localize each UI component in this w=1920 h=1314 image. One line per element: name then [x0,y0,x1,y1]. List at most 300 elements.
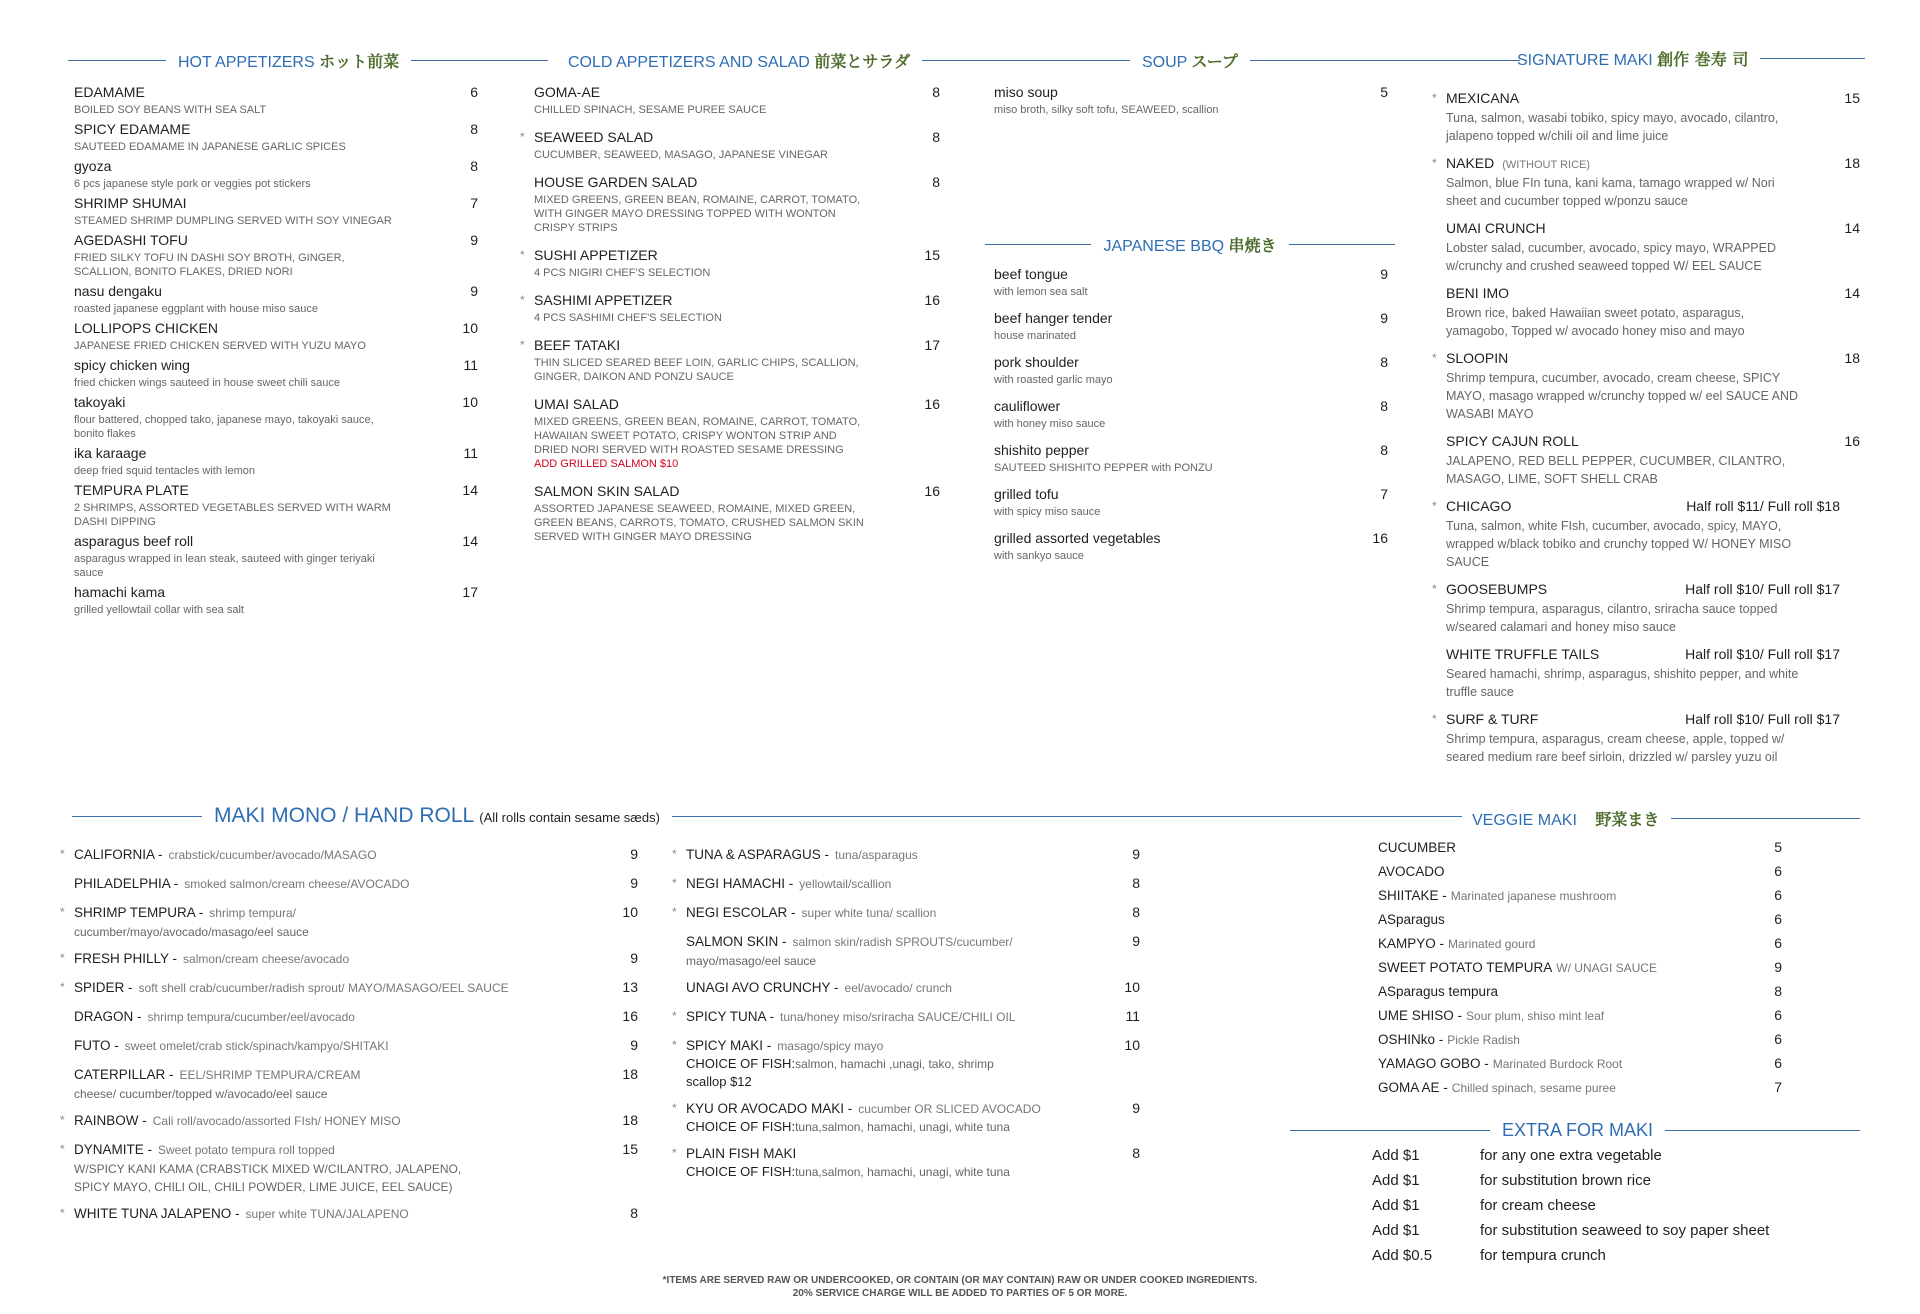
extra-description: for tempura crunch [1480,1247,1606,1264]
roll-price: 6 [1774,911,1782,927]
roll-price: 13 [622,979,638,995]
fish-choice [686,1118,1200,1136]
item-description: asparagus wrapped in lean steak, sauteed with ginger teriyaki sauce [74,553,375,579]
item-name: pork shoulder [994,354,1079,370]
section-title: JAPANESE BBQ [1103,237,1225,255]
item-price: 16 [1372,530,1388,546]
roll-name: SPICY TUNA - [686,1009,775,1024]
extra-price: Add $1 [1372,1222,1420,1239]
divider [1250,60,1520,61]
roll-price: 10 [1124,979,1140,995]
section-title: SIGNATURE MAKI [1517,51,1653,69]
bbq-list [988,266,1388,574]
section-subtitle: (All rolls contain sesame sæds) [479,810,660,825]
extra-price: Add $1 [1372,1172,1420,1189]
signature-roll [1432,581,1860,636]
item-price: 9 [470,232,478,248]
roll-name: CHICAGO [1446,498,1512,514]
signature-roll [1432,90,1860,145]
item-name: HOUSE GARDEN SALAD [534,174,698,190]
roll-ingredients: Marinated Burdock Root [1492,1057,1623,1071]
roll-ingredients: super white TUNA/JALAPENO [245,1207,409,1221]
menu-item [988,442,1388,475]
divider [922,60,1130,61]
item-description: with honey miso sauce [994,418,1106,430]
item-price: 11 [463,357,478,373]
signature-maki-heading [1505,44,1865,72]
maki-roll [68,875,638,895]
veggie-roll [1372,1055,1782,1079]
roll-price: 9 [630,950,638,966]
section-title: EXTRA FOR MAKI [1502,1119,1654,1140]
raw-indicator: * [60,1142,65,1156]
roll-extra: scallop $12 [686,1074,752,1089]
menu-footer [560,1274,1360,1300]
item-name: spicy chicken wing [74,357,190,373]
menu-item [988,398,1388,431]
roll-price: 11 [1125,1008,1140,1024]
maki-roll [68,1037,638,1057]
item-price: 8 [1380,398,1388,414]
veggie-roll [1372,1079,1782,1103]
roll-price: 9 [630,875,638,891]
signature-roll [1440,285,1860,340]
roll-description: Brown rice, baked Hawaiian sweet potato, asparagus, yamagobo, Topped w/ avocado honey miso and mayo [1446,306,1745,338]
extra-option [1372,1143,1852,1168]
item-price: 8 [470,158,478,174]
raw-indicator: * [1432,156,1437,170]
divider [1289,244,1395,245]
roll-price: 18 [622,1112,638,1128]
maki-roll [672,904,1200,924]
roll-price: 9 [1132,1100,1140,1116]
roll-name: SPICY CAJUN ROLL [1446,433,1579,449]
maki-roll [680,933,1200,970]
extra-description: for cream cheese [1480,1197,1596,1214]
roll-name: DRAGON - [74,1009,142,1024]
roll-name: NEGI HAMACHI - [686,876,794,891]
item-price: 8 [932,129,940,145]
item-name: SHRIMP SHUMAI [74,195,187,211]
section-title-jp: ホット前菜 [319,51,400,71]
raw-indicator: * [1432,712,1437,726]
item-description: fried chicken wings sauteed in house sweet chili sauce [74,377,340,389]
roll-description-cont: mayo/masago/eel sauce [686,954,817,968]
divider [1760,58,1865,59]
roll-price: 15 [1844,90,1860,106]
roll-name: DYNAMITE - [74,1142,153,1157]
item-description: grilled yellowtail collar with sea salt [74,604,244,616]
item-price: 8 [470,121,478,137]
roll-name: NAKED [1446,155,1495,171]
veggie-maki-list [1372,839,1782,1103]
roll-name: RAINBOW - [74,1113,147,1128]
item-name: SEAWEED SALAD [534,129,654,145]
roll-ingredients: Chilled spinach, sesame puree [1451,1081,1616,1095]
roll-ingredients: shrimp tempura/ [209,906,296,920]
item-price: 16 [924,292,940,308]
roll-ingredients: Marinated japanese mushroom [1450,889,1617,903]
maki-roll [672,1100,1200,1136]
soup-list [988,84,1388,127]
raw-indicator: * [672,1009,677,1023]
divider [411,60,548,61]
roll-description: Lobster salad, cucumber, avocado, spicy mayo, WRAPPED w/crunchy and crushed seaweed topped W/ EEL SAUCE [1446,241,1777,273]
section-title: SOUP [1142,53,1188,71]
roll-price: 14 [1844,220,1860,236]
item-description: MIXED GREENS, GREEN BEAN, ROMAINE, CARROT, TOMATO, WITH GINGER MAYO DRESSING TOPPED WITH WONTON CRISPY STRIPS [534,194,861,234]
roll-ingredients: salmon/cream cheese/avocado [183,952,350,966]
roll-name: SHRIMP TEMPURA - [74,905,204,920]
roll-name: FUTO - [74,1038,119,1053]
roll-ingredients: super white tuna/ scallion [801,906,937,920]
extra-option [1372,1193,1852,1218]
hot-appetizers-heading [68,46,548,74]
menu-item [528,483,940,544]
roll-ingredients: cucumber OR SLICED AVOCADO [858,1102,1041,1116]
item-name: cauliflower [994,398,1061,414]
roll-ingredients: salmon skin/radish SPROUTS/cucumber/ [792,935,1013,949]
section-title-jp: 創作 巻寿 司 [1657,49,1749,69]
item-price: 8 [932,84,940,100]
item-price: 17 [924,337,940,353]
item-description: FRIED SILKY TOFU IN DASHI SOY BROTH, GINGER, SCALLION, BONITO FLAKES, DRIED NORI [74,252,345,278]
menu-item [68,158,478,191]
raw-indicator: * [1432,582,1437,596]
divider [72,816,202,817]
roll-price: 18 [1844,155,1860,171]
divider [1290,1130,1490,1131]
item-name: AGEDASHI TOFU [74,232,188,248]
roll-name: SWEET POTATO TEMPURA [1378,960,1553,975]
cold-appetizers-list [520,84,940,556]
raw-food-disclaimer: *ITEMS ARE SERVED RAW OR UNDERCOOKED, OR CONTAIN (OR MAY CONTAIN) RAW OR UNDER COOKED INGREDIENTS. [662,1275,1258,1286]
roll-name: KYU OR AVOCADO MAKI - [686,1101,853,1116]
item-price: 14 [462,533,478,549]
raw-indicator: * [60,1206,65,1220]
raw-indicator: * [520,248,525,262]
item-description: with sankyo sauce [994,550,1084,562]
roll-price: 18 [622,1066,638,1082]
roll-ingredients: Cali roll/avocado/assorted FIsh/ HONEY MISO [152,1114,401,1128]
item-price: 10 [462,320,478,336]
roll-price-half-full: Half roll $11/ Full roll $18 [1686,498,1840,514]
item-name: gyoza [74,158,112,174]
roll-price: 9 [630,846,638,862]
item-description: flour battered, chopped tako, japanese mayo, takoyaki sauce, bonito flakes [74,414,374,440]
raw-indicator: * [60,847,65,861]
raw-indicator: * [60,951,65,965]
menu-item [68,320,478,353]
maki-roll [68,1008,638,1028]
menu-item [68,584,478,617]
item-description: with lemon sea salt [994,286,1088,298]
raw-indicator: * [672,1101,677,1115]
item-description: roasted japanese eggplant with house miso sauce [74,303,318,315]
item-name: nasu dengaku [74,283,162,299]
veggie-maki-heading [1460,804,1860,832]
maki-right-list [672,846,1200,1190]
roll-price: 8 [1774,983,1782,999]
item-price: 14 [462,482,478,498]
divider [1671,818,1860,819]
maki-roll [68,1066,638,1103]
roll-price: 18 [1844,350,1860,366]
signature-roll [1440,433,1860,488]
item-price: 8 [1380,442,1388,458]
roll-description-cont: cheese/ cucumber/topped w/avocado/eel sauce [74,1087,328,1101]
roll-ingredients: sweet omelet/crab stick/spinach/kampyo/SHITAKI [124,1039,389,1053]
maki-mono-heading [72,802,1462,830]
item-price: 9 [1380,310,1388,326]
roll-name: WHITE TUNA JALAPENO - [74,1206,240,1221]
section-title-jp: 串焼き [1228,235,1277,255]
fish-choice-options: salmon, hamachi ,unagi, tako, shrimp [795,1057,994,1071]
roll-price: 6 [1774,1055,1782,1071]
raw-indicator: * [672,905,677,919]
item-name: hamachi kama [74,584,166,600]
raw-indicator: * [1432,91,1437,105]
item-name: takoyaki [74,394,126,410]
maki-roll [672,1037,1200,1091]
item-price: 9 [1380,266,1388,282]
extra-option [1372,1168,1852,1193]
roll-ingredients: soft shell crab/cucumber/radish sprout/ MAYO/MASAGO/EEL SAUCE [138,981,509,995]
maki-roll [60,1112,638,1132]
signature-roll [1432,498,1860,571]
divider [985,244,1091,245]
item-description: JAPANESE FRIED CHICKEN SERVED WITH YUZU MAYO [74,340,366,352]
item-name: LOLLIPOPS CHICKEN [74,320,218,336]
item-description: 2 SHRIMPS, ASSORTED VEGETABLES SERVED WITH WARM DASHI DIPPING [74,502,391,528]
item-description: STEAMED SHRIMP DUMPLING SERVED WITH SOY VINEGAR [74,215,392,227]
menu-item [68,394,478,441]
roll-ingredients: W/ UNAGI SAUCE [1556,961,1657,975]
roll-ingredients: yellowtail/scallion [799,877,892,891]
roll-name: CALIFORNIA - [74,847,163,862]
item-description: THIN SLICED SEARED BEEF LOIN, GARLIC CHIPS, SCALLION, GINGER, DAIKON AND PONZU SAUCE [534,357,859,383]
roll-name: SPIDER - [74,980,133,995]
menu-item [68,121,478,154]
maki-roll [60,1205,638,1225]
roll-name: GOOSEBUMPS [1446,581,1548,597]
roll-description-cont: cucumber/mayo/avocado/masago/eel sauce [74,925,309,939]
roll-ingredients: masago/spicy mayo [777,1039,884,1053]
roll-name: UME SHISO - [1378,1008,1463,1023]
roll-price-half-full: Half roll $10/ Full roll $17 [1685,581,1840,597]
item-addon: ADD GRILLED SALMON $10 [534,458,679,470]
roll-ingredients: smoked salmon/cream cheese/AVOCADO [184,877,410,891]
item-description: SAUTEED SHISHITO PEPPER with PONZU [994,462,1213,474]
roll-name: GOMA AE - [1378,1080,1448,1095]
extra-maki-list [1372,1143,1852,1268]
raw-indicator: * [672,847,677,861]
item-price: 9 [470,283,478,299]
roll-price: 14 [1844,285,1860,301]
service-charge-note: 20% SERVICE CHARGE WILL BE ADDED TO PARTIES OF 5 OR MORE. [792,1288,1128,1299]
roll-price: 10 [1124,1037,1140,1053]
item-name: asparagus beef roll [74,533,194,549]
menu-item [988,530,1388,563]
extra-description: for substitution brown rice [1480,1172,1651,1189]
divider [1665,1130,1860,1131]
item-price: 8 [932,174,940,190]
item-description: ASSORTED JAPANESE SEAWEED, ROMAINE, MIXED GREEN, GREEN BEANS, CARROTS, TOMATO, CRUSHED SALMON SKIN SERVED WITH GINGER MAYO DRESSING [534,503,864,543]
signature-roll [1440,646,1860,701]
roll-price: 8 [1132,875,1140,891]
roll-price: 10 [622,904,638,920]
veggie-roll [1372,1031,1782,1055]
item-price: 6 [470,84,478,100]
divider [672,816,1462,817]
roll-name: PHILADELPHIA - [74,876,179,891]
roll-ingredients: Pickle Radish [1447,1033,1520,1047]
roll-name: SLOOPIN [1446,350,1509,366]
item-name: grilled tofu [994,486,1059,502]
roll-price: 6 [1774,1007,1782,1023]
item-name: TEMPURA PLATE [74,482,189,498]
fish-choice-options: tuna,salmon, hamachi, unagi, white tuna [795,1165,1010,1179]
roll-name: BENI IMO [1446,285,1510,301]
item-description: SAUTEED EDAMAME IN JAPANESE GARLIC SPICES [74,141,346,153]
roll-description: Shrimp tempura, asparagus, cream cheese, apple, topped w/ seared medium rare beef sirloin, drizzled w/ parsley yuzu oil [1446,732,1785,764]
item-name: SASHIMI APPETIZER [534,292,673,308]
roll-name: CUCUMBER [1378,840,1457,855]
maki-roll [60,904,638,941]
menu-item [68,195,478,228]
roll-price: 8 [1132,1145,1140,1161]
menu-item [988,310,1388,343]
roll-ingredients: EEL/SHRIMP TEMPURA/CREAM [179,1068,361,1082]
signature-roll [1432,711,1860,766]
item-price: 5 [1380,84,1388,100]
menu-item [988,354,1388,387]
maki-left-list [60,846,638,1234]
signature-roll [1432,350,1860,423]
item-name: beef hanger tender [994,310,1113,326]
roll-name: FRESH PHILLY - [74,951,178,966]
raw-indicator: * [520,338,525,352]
roll-price-half-full: Half roll $10/ Full roll $17 [1685,711,1840,727]
extra-price: Add $1 [1372,1197,1420,1214]
item-price: 16 [924,483,940,499]
hot-appetizers-list [68,84,478,621]
roll-price: 6 [1774,1031,1782,1047]
roll-price: 8 [630,1205,638,1221]
section-title-jp: 前菜とサラダ [814,51,911,71]
roll-price: 5 [1774,839,1782,855]
roll-name: YAMAGO GOBO - [1378,1056,1489,1071]
item-price: 7 [1380,486,1388,502]
roll-price: 6 [1774,863,1782,879]
item-price: 7 [470,195,478,211]
veggie-roll [1372,935,1782,959]
item-name: beef tongue [994,266,1068,282]
roll-ingredients: shrimp tempura/cucumber/eel/avocado [147,1010,355,1024]
signature-roll [1440,220,1860,275]
item-price: 11 [463,445,478,461]
roll-name: PLAIN FISH MAKI [686,1146,797,1161]
roll-name: MEXICANA [1446,90,1520,106]
item-description: 4 PCS SASHIMI CHEF'S SELECTION [534,312,722,324]
item-description: 4 PCS NIGIRI CHEF'S SELECTION [534,267,711,279]
item-description: house marinated [994,330,1076,342]
roll-name: KAMPYO - [1378,936,1445,951]
maki-roll [60,950,638,970]
item-description: miso broth, silky soft tofu, SEAWEED, scallion [994,104,1219,116]
menu-item [520,292,940,325]
item-description: CUCUMBER, SEAWEED, MASAGO, JAPANESE VINEGAR [534,149,828,161]
raw-indicator: * [1432,499,1437,513]
maki-roll [680,979,1200,999]
roll-price: 9 [1132,933,1140,949]
maki-roll [60,846,638,866]
menu-item [68,357,478,390]
fish-choice [686,1055,1200,1073]
roll-ingredients: Sour plum, shiso mint leaf [1466,1009,1605,1023]
veggie-roll [1372,959,1782,983]
roll-name: AVOCADO [1378,864,1445,879]
menu-item [988,84,1388,117]
veggie-roll [1372,1007,1782,1031]
raw-indicator: * [60,905,65,919]
maki-roll [672,1008,1200,1028]
roll-description: Seared hamachi, shrimp, asparagus, shishito pepper, and white truffle sauce [1446,667,1799,699]
extra-description: for any one extra vegetable [1480,1147,1662,1164]
item-description: with roasted garlic mayo [994,374,1113,386]
raw-indicator: * [60,980,65,994]
section-title: COLD APPETIZERS AND SALAD [568,53,810,71]
fish-choice-label: CHOICE OF FISH: [686,1164,796,1179]
item-name: miso soup [994,84,1058,100]
extra-option [1372,1243,1852,1268]
fish-choice-label: CHOICE OF FISH: [686,1056,796,1071]
roll-price: 6 [1774,887,1782,903]
raw-indicator: * [1432,351,1437,365]
item-price: 17 [462,584,478,600]
extra-price: Add $1 [1372,1147,1420,1164]
roll-description: Shrimp tempura, cucumber, avocado, cream cheese, SPICY MAYO, masago wrapped w/crunchy topped w/ eel SAUCE AND WASABI MAYO [1446,371,1799,421]
cold-appetizers-heading [550,46,1130,74]
menu-item [520,129,940,162]
section-title: HOT APPETIZERS [178,53,315,71]
menu-item [988,486,1388,519]
veggie-roll [1372,839,1782,863]
roll-name: SURF & TURF [1446,711,1539,727]
divider [68,60,166,61]
menu-item [520,337,940,384]
item-name: UMAI SALAD [534,396,619,412]
roll-ingredients: tuna/honey miso/sriracha SAUCE/CHILI OIL [780,1010,1016,1024]
roll-price: 9 [1774,959,1782,975]
roll-price: 16 [622,1008,638,1024]
roll-ingredients: eel/avocado/ crunch [844,981,952,995]
maki-roll [672,846,1200,866]
item-name: BEEF TATAKI [534,337,621,353]
roll-description-cont: W/SPICY KANI KAMA (CRABSTICK MIXED W/CILANTRO, JALAPENO, SPICY MAYO, CHILI OIL, CHILI POWDER, LIME JUICE, EEL SAUCE) [74,1162,462,1194]
fish-choice [686,1163,1200,1181]
veggie-roll [1372,983,1782,1007]
section-title-jp: スープ [1191,51,1238,71]
roll-name: ASparagus tempura [1378,984,1499,999]
item-description: CHILLED SPINACH, SESAME PUREE SAUCE [534,104,767,116]
item-description: with spicy miso sauce [994,506,1101,518]
extra-option [1372,1218,1852,1243]
menu-item [528,84,940,117]
roll-description: Salmon, blue FIn tuna, kani kama, tamago wrapped w/ Nori sheet and cucumber topped w/ponzu sauce [1446,176,1775,208]
menu-item [528,174,940,235]
roll-price: 15 [622,1141,638,1157]
